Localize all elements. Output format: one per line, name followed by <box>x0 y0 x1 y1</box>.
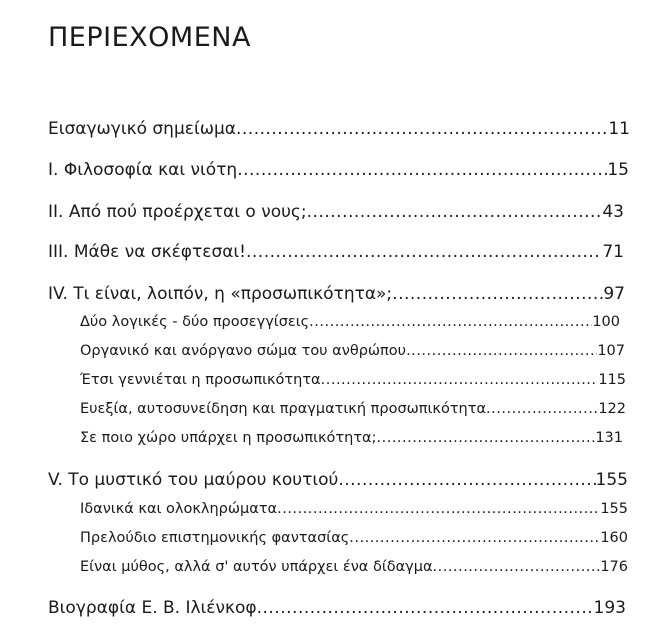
toc-entry-title: Ιδανικά και ολοκληρώματα <box>80 501 278 517</box>
toc-entry-title: Έτσι γεννιέται η προσωπικότητα <box>80 372 321 388</box>
toc-entry-title: Δύο λογικές - δύο προσεγγίσεις <box>80 314 310 330</box>
dot-leader <box>406 343 597 359</box>
toc-entry-page: 43 <box>602 202 624 222</box>
toc-subentry[interactable] <box>80 530 628 546</box>
toc-entry-title: V. Το μυστικό του μαύρου κουτιού <box>48 470 339 490</box>
toc-entry-page: 100 <box>592 314 620 330</box>
toc-entry-title: I. Φιλοσοφία και νιότη <box>48 160 238 180</box>
toc-entry-page: 11 <box>608 119 630 139</box>
toc-entry-title: IV. Τι είναι, λοιπόν, η «προσωπικότητα»; <box>48 284 393 304</box>
toc-entry-page: 71 <box>602 242 624 262</box>
toc-entry-chapter-3[interactable] <box>48 242 624 262</box>
toc-entry-chapter-4[interactable] <box>48 284 625 304</box>
toc-entry-page: 176 <box>600 559 628 575</box>
toc-entry-page: 155 <box>600 501 628 517</box>
dot-leader <box>433 559 601 575</box>
dot-leader <box>246 242 602 262</box>
toc-subentry[interactable] <box>80 559 628 575</box>
dot-leader <box>236 119 608 139</box>
toc-entry-title: Είναι μύθος, αλλά σ' αυτόν υπάρχει ένα δίδαγμα <box>80 559 433 575</box>
dot-leader <box>349 530 600 546</box>
toc-subentry[interactable] <box>80 430 623 446</box>
dot-leader <box>486 401 598 417</box>
toc-entry-page: 115 <box>598 372 626 388</box>
toc-entry-page: 160 <box>600 530 628 546</box>
toc-entry-title: Ευεξία, αυτοσυνείδηση και πραγματική προσωπικότητα <box>80 401 487 417</box>
toc-entry-chapter-5[interactable] <box>48 470 628 490</box>
toc-entry-title: II. Από πού προέρχεται ο νους; <box>48 202 307 222</box>
dot-leader <box>277 501 600 517</box>
toc-entry-title: III. Μάθε να σκέφτεσαι! <box>48 242 246 262</box>
toc-entry-chapter-2[interactable] <box>48 202 624 222</box>
page-title: ΠΕΡΙΕΧΟΜΕΝΑ <box>48 22 251 53</box>
toc-entry-title: Πρελούδιο επιστημονικής φαντασίας <box>80 530 350 546</box>
toc-subentry[interactable] <box>80 314 620 330</box>
toc-entry-title: Βιογραφία Ε. Β. Ιλιένκοφ <box>48 598 257 618</box>
toc-entry-page: 97 <box>603 284 625 304</box>
toc-entry-page: 107 <box>597 343 625 359</box>
toc-entry-page: 15 <box>607 160 629 180</box>
toc-subentry[interactable] <box>80 401 626 417</box>
dot-leader <box>377 430 596 446</box>
toc-entry-page: 122 <box>598 401 626 417</box>
dot-leader <box>307 202 603 222</box>
dot-leader <box>237 160 607 180</box>
dot-leader <box>309 314 592 330</box>
toc-subentry[interactable] <box>80 343 625 359</box>
toc-subentry[interactable] <box>80 501 628 517</box>
dot-leader <box>321 372 599 388</box>
toc-entry-page: 193 <box>593 598 626 618</box>
toc-entry-title: Σε ποιο χώρο υπάρχει η προσωπικότητα; <box>80 430 377 446</box>
toc-entry-introduction[interactable] <box>48 119 630 139</box>
toc-entry-chapter-1[interactable] <box>48 160 629 180</box>
dot-leader <box>392 284 603 304</box>
toc-subentry[interactable] <box>80 372 626 388</box>
toc-entry-biography[interactable] <box>48 598 626 618</box>
toc-entry-page: 131 <box>595 430 623 446</box>
toc-entry-title: Εισαγωγικό σημείωμα <box>48 119 236 139</box>
dot-leader <box>338 470 595 490</box>
toc-entry-page: 155 <box>595 470 628 490</box>
dot-leader <box>257 598 594 618</box>
toc-entry-title: Οργανικό και ανόργανο σώμα του ανθρώπου <box>80 343 407 359</box>
